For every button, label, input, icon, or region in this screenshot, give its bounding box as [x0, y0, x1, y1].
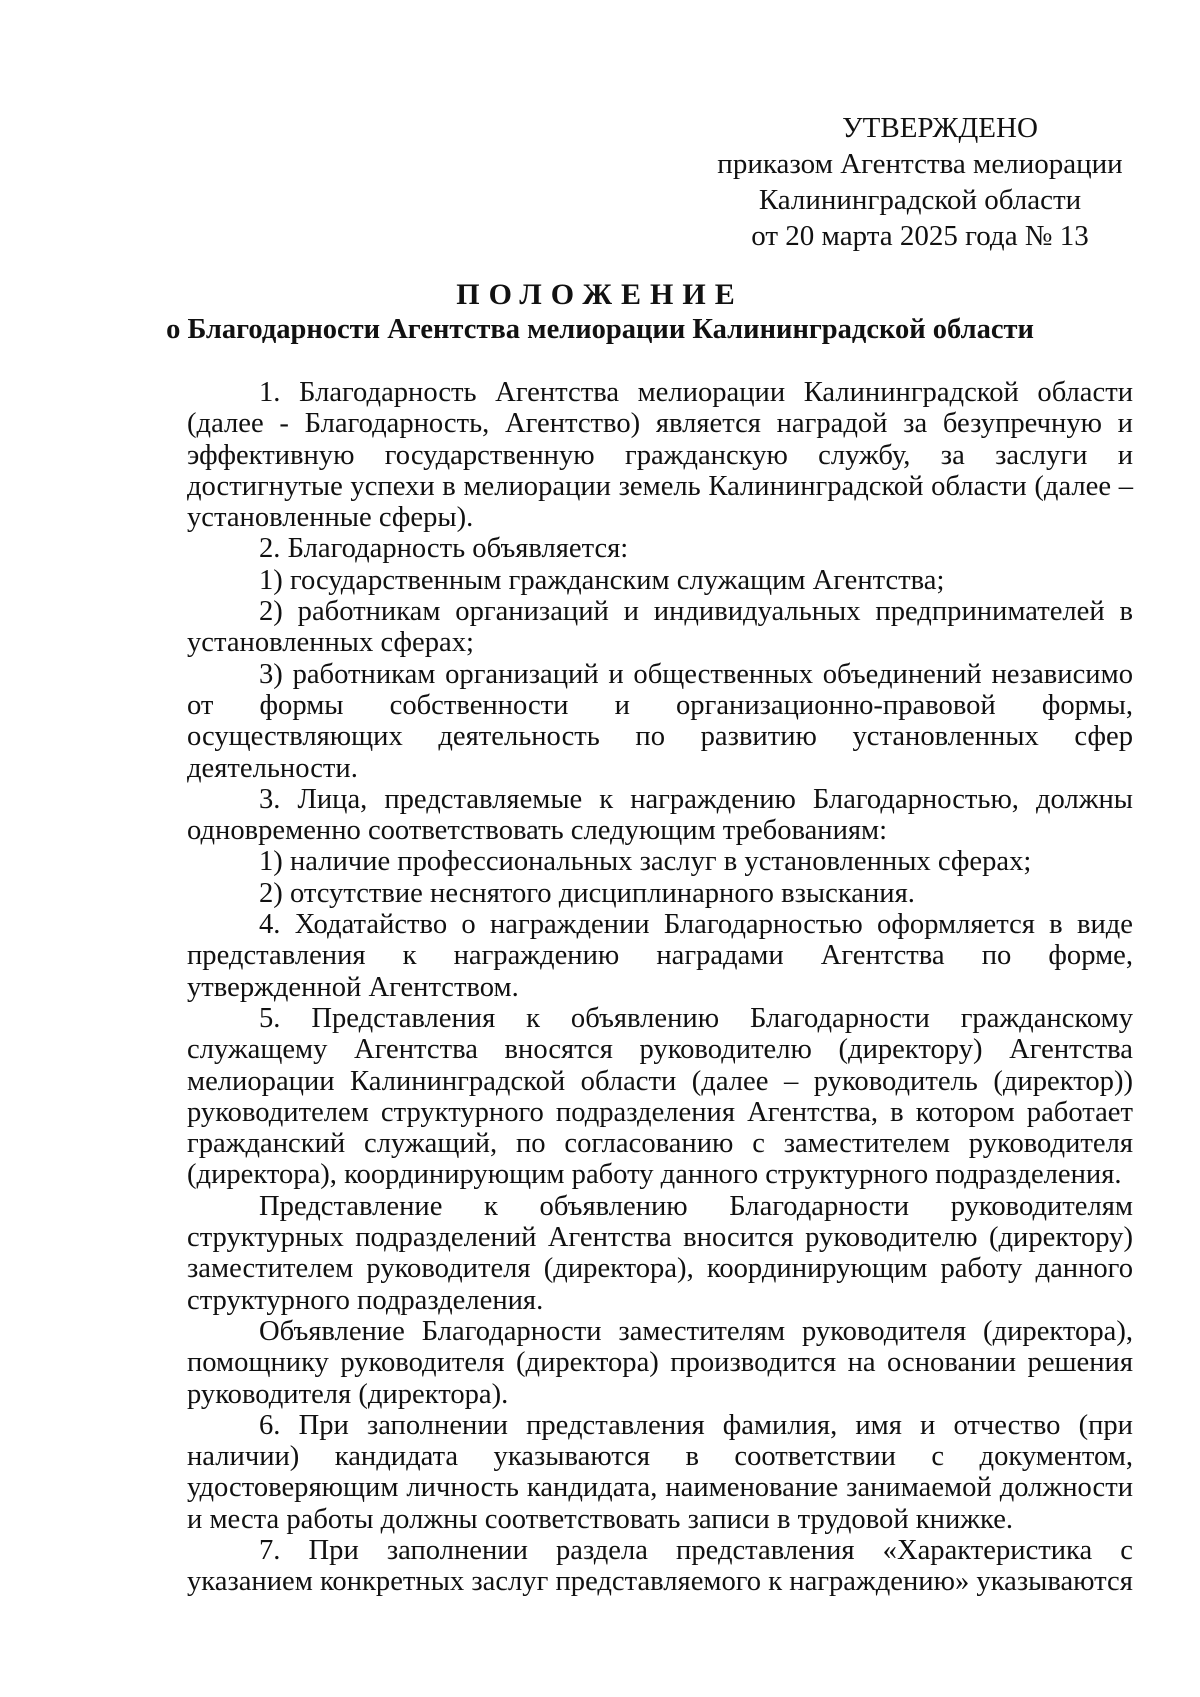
paragraph: Представление к объявлению Благодарности руководителям структурных подразделений Агентства вносится руководителю (директору) заместителем руководителя (директора), координирующим работу данного структурного подразделения.: [187, 1190, 1133, 1316]
paragraph: 2) работникам организаций и индивидуальных предпринимателей в установленных сферах;: [187, 596, 1133, 659]
paragraph: 5. Представления к объявлению Благодарности гражданскому служащему Агентства вносятся руководителю (директору) Агентства мелиорации Калининградской области (далее – руководитель (директор)) руководителем структурного подразделения Агентства, в котором работает гражданский служащий, по согласованию с заместителем руководителя (директора), координирующим работу данного структурного подразделения.: [187, 1002, 1133, 1191]
approval-stamp: [700, 110, 1140, 254]
paragraph: 7. При заполнении раздела представления «Характеристика с указанием конкретных заслуг представляемого к награждению» указываются: [187, 1534, 1133, 1598]
approval-line-order: приказом Агентства мелиорации: [717, 148, 1123, 180]
paragraph: 2. Благодарность объявляется:: [259, 533, 629, 565]
document-subtitle: о Благодарности Агентства мелиорации Калининградской области: [166, 314, 1034, 345]
approval-line-region: Калининградской области: [758, 184, 1082, 216]
approval-title: УТВЕРЖДЕНО: [842, 112, 1038, 144]
document-title: ПОЛОЖЕНИЕ: [456, 278, 744, 311]
paragraph: 1) государственным гражданским служащим Агентства;: [259, 564, 945, 596]
paragraph: 3. Лица, представляемые к награждению Благодарностью, должны одновременно соответствовать следующим требованиям:: [187, 783, 1133, 847]
paragraph: 2) отсутствие неснятого дисциплинарного взыскания.: [259, 877, 915, 909]
paragraph: 3) работникам организаций и общественных объединений независимо от формы собственности и организационно-правовой формы, осуществляющих деятельность по развитию установленных сфер деятельности.: [187, 658, 1133, 784]
paragraph: Объявление Благодарности заместителям руководителя (директора), помощнику руководителя (директора) производится на основании решения руководителя (директора).: [187, 1315, 1133, 1410]
approval-line-date: от 20 марта 2025 года № 13: [751, 220, 1089, 252]
document-body: [187, 377, 1133, 1598]
paragraph: 1) наличие профессиональных заслуг в установленных сферах;: [259, 846, 1032, 878]
paragraph: 6. При заполнении представления фамилия, имя и отчество (при наличии) кандидата указываются в соответствии с документом, удостоверяющим личность кандидата, наименование занимаемой должности и места работы должны соответствовать записи в трудовой книжке.: [187, 1409, 1133, 1535]
paragraph: 1. Благодарность Агентства мелиорации Калининградской области (далее - Благодарность, Агентство) является наградой за безупречную и эффективную государственную гражданскую службу, за заслуги и достигнутые успехи в мелиорации земель Калининградской области (далее – установленные сферы).: [187, 377, 1133, 534]
paragraph: 4. Ходатайство о награждении Благодарностью оформляется в виде представления к награждению наградами Агентства по форме, утвержденной Агентством.: [187, 909, 1133, 1003]
